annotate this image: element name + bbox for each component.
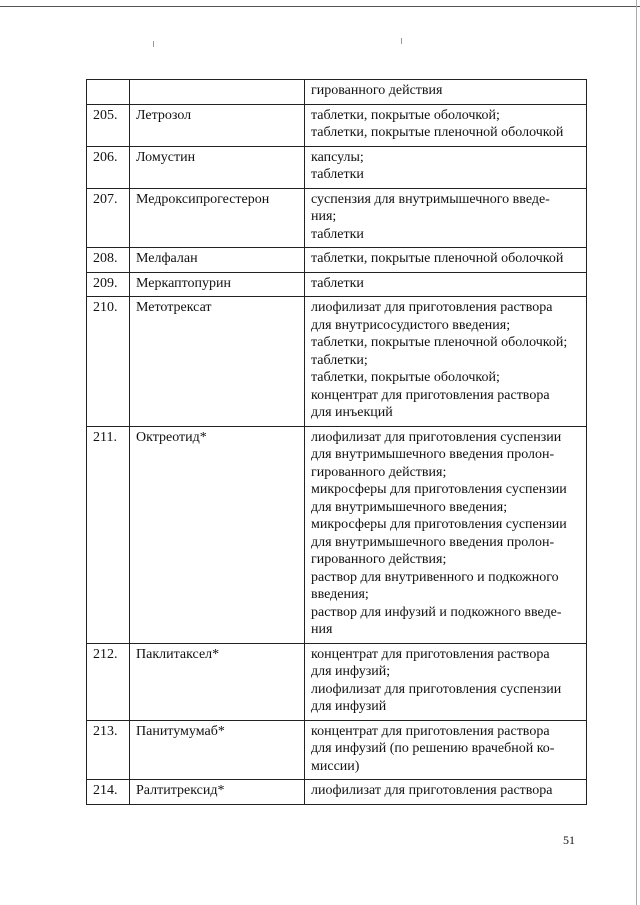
dosage-form-line: миссии) — [311, 758, 360, 774]
dosage-form-line: для внутрисосудистого введения; — [311, 317, 511, 333]
dosage-form-line: гированного действия; — [311, 552, 447, 567]
dosage-forms — [305, 426, 587, 643]
table-row — [87, 104, 587, 146]
dosage-form-line: таблетки, покрытые оболочкой; — [311, 107, 500, 123]
table-row — [87, 643, 587, 720]
row-number: 211. — [87, 426, 130, 643]
drug-name: Метотрексат — [130, 297, 305, 427]
scan-top-border — [0, 6, 640, 7]
dosage-form-line: таблетки — [311, 167, 364, 182]
row-number: 212. — [87, 643, 130, 720]
dosage-form-line: для инфузий (по решению врачебной ко- — [311, 741, 555, 756]
dosage-forms — [305, 643, 587, 720]
row-number: 213. — [87, 720, 130, 780]
dosage-form-line: для инфузий — [311, 699, 387, 714]
drug-name: Меркаптопурин — [130, 272, 305, 297]
page-number: 51 — [563, 833, 575, 847]
scan-right-edge — [636, 0, 637, 905]
dosage-forms — [305, 188, 587, 248]
dosage-form-line: капсулы; — [311, 149, 364, 165]
drug-name: Паклитаксел* — [130, 643, 305, 720]
table-row — [87, 720, 587, 780]
drug-name: Мелфалан — [130, 248, 305, 273]
dosage-form-line: ния — [311, 622, 333, 637]
dosage-form-line: гированного действия — [311, 83, 443, 98]
dosage-forms — [305, 104, 587, 146]
drug-name: Ломустин — [130, 146, 305, 188]
table-row — [87, 146, 587, 188]
row-number: 214. — [87, 780, 130, 805]
dosage-form-line: раствор для внутривенного и подкожного — [311, 569, 559, 585]
dosage-form-line: раствор для инфузий и подкожного введе- — [311, 604, 562, 620]
row-number — [87, 80, 130, 105]
dosage-forms — [305, 80, 587, 105]
table-row — [87, 80, 587, 105]
table-row — [87, 780, 587, 805]
dosage-forms — [305, 297, 587, 427]
dosage-form-line: ния; — [311, 209, 337, 224]
dosage-form-line: лиофилизат для приготовления суспензии — [311, 429, 562, 445]
drug-table-body — [87, 80, 587, 805]
row-number: 208. — [87, 248, 130, 273]
drug-name: Ралтитрексид* — [130, 780, 305, 805]
dosage-form-line: таблетки, покрытые пленочной оболочкой — [311, 125, 564, 140]
dosage-form-line: лиофилизат для приготовления раствора — [311, 783, 553, 798]
dosage-form-line: концентрат для приготовления раствора — [311, 387, 550, 403]
dosage-form-line: концентрат для приготовления раствора — [311, 646, 550, 662]
table-row — [87, 272, 587, 297]
row-number: 210. — [87, 297, 130, 427]
row-number: 209. — [87, 272, 130, 297]
table-row — [87, 297, 587, 427]
scan-speck — [401, 38, 402, 44]
dosage-form-line: введения; — [311, 587, 369, 602]
dosage-form-line: таблетки — [311, 275, 364, 291]
drug-name: Летрозол — [130, 104, 305, 146]
drug-name: Октреотид* — [130, 426, 305, 643]
dosage-form-line: микросферы для приготовления суспензии — [311, 482, 567, 497]
drug-table — [86, 79, 587, 805]
dosage-form-line: таблетки, покрытые оболочкой; — [311, 370, 500, 385]
row-number: 207. — [87, 188, 130, 248]
dosage-form-line: таблетки, покрытые пленочной оболочкой — [311, 251, 564, 266]
dosage-form-line: микросферы для приготовления суспензии — [311, 517, 567, 532]
dosage-form-line: для внутримышечного введения; — [311, 499, 508, 515]
dosage-forms — [305, 146, 587, 188]
table-row — [87, 426, 587, 643]
dosage-forms — [305, 720, 587, 780]
dosage-form-line: гированного действия; — [311, 464, 447, 480]
scan-speck — [153, 41, 154, 47]
dosage-forms — [305, 248, 587, 273]
dosage-form-line: концентрат для приготовления раствора — [311, 723, 550, 739]
dosage-form-line: таблетки, покрытые пленочной оболочкой; — [311, 335, 568, 350]
dosage-forms — [305, 272, 587, 297]
table-row — [87, 188, 587, 248]
drug-name: Медроксипрогестерон — [130, 188, 305, 248]
dosage-form-line: для внутримышечного введения пролон- — [311, 447, 555, 462]
drug-name: Панитумумаб* — [130, 720, 305, 780]
dosage-form-line: таблетки; — [311, 352, 368, 368]
row-number: 206. — [87, 146, 130, 188]
dosage-form-line: лиофилизат для приготовления суспензии — [311, 681, 562, 697]
row-number: 205. — [87, 104, 130, 146]
dosage-form-line: лиофилизат для приготовления раствора — [311, 300, 553, 315]
dosage-form-line: таблетки — [311, 226, 364, 242]
drug-name — [130, 80, 305, 105]
dosage-form-line: суспензия для внутримышечного введе- — [311, 191, 550, 207]
dosage-forms — [305, 780, 587, 805]
table-row — [87, 248, 587, 273]
dosage-form-line: для инфузий; — [311, 664, 391, 679]
dosage-form-line: для внутримышечного введения пролон- — [311, 534, 555, 550]
dosage-form-line: для инъекций — [311, 405, 393, 420]
